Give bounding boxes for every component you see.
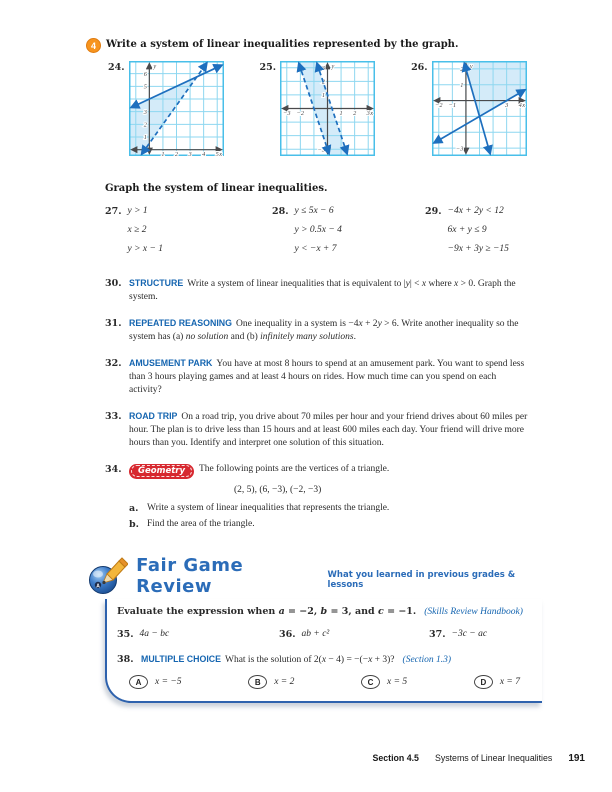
problem-number: 31. bbox=[105, 318, 122, 329]
review-exercise bbox=[117, 628, 279, 641]
problem-32 bbox=[105, 357, 544, 397]
problem-body-text: One inequality in a system is −4x + 2y > 6. Write another inequality so the system has (a) no solution and (b) infinitely many solutions. bbox=[129, 319, 519, 342]
inequality-line: y < −x + 7 bbox=[294, 244, 337, 254]
systems-row bbox=[105, 202, 544, 259]
svg-text:x: x bbox=[521, 102, 525, 110]
part-b bbox=[129, 518, 531, 531]
svg-text:6: 6 bbox=[143, 70, 147, 78]
problem-33 bbox=[105, 410, 544, 450]
svg-text:5: 5 bbox=[143, 83, 147, 91]
problem-body-text: On a road trip, you drive about 70 miles per hour and your friend drives about 60 miles per hour. The plan is to drive less than 15 hours and at least 600 miles each day. Your friend will drive more hours than you. Identify and interpret one solution of this situation. bbox=[129, 412, 528, 448]
mc-tag: MULTIPLE CHOICE bbox=[141, 654, 221, 664]
problem-text bbox=[129, 357, 531, 397]
svg-text:−3: −3 bbox=[317, 146, 326, 154]
svg-text:2: 2 bbox=[174, 151, 178, 156]
svg-text:5: 5 bbox=[215, 151, 219, 156]
system-inequalities bbox=[128, 202, 164, 259]
graph-exercise bbox=[260, 61, 376, 156]
multiple-choice-line bbox=[117, 653, 542, 667]
system-exercise bbox=[105, 202, 272, 259]
problem-number: 30. bbox=[105, 278, 122, 289]
problem-tag: STRUCTURE bbox=[129, 278, 184, 288]
svg-text:2: 2 bbox=[143, 121, 147, 129]
choice-letter: C bbox=[361, 675, 380, 689]
graph-plot bbox=[432, 61, 527, 156]
choice-value: x = 2 bbox=[274, 677, 295, 687]
review-exercises-row bbox=[117, 628, 542, 641]
page-content bbox=[86, 38, 544, 703]
footer-section: Section 4.5 bbox=[372, 753, 419, 763]
fair-game-subtitle: What you learned in previous grades & lessons bbox=[327, 569, 516, 590]
problem-number: 36. bbox=[279, 629, 296, 640]
problem-number: 32. bbox=[105, 358, 122, 369]
inequality-line: y > x − 1 bbox=[127, 244, 164, 254]
expression: 4a − bc bbox=[139, 629, 170, 639]
svg-text:2: 2 bbox=[353, 110, 357, 117]
part-text: Find the area of the triangle. bbox=[147, 519, 255, 529]
problem-number: 38. bbox=[117, 654, 134, 665]
choice-letter: B bbox=[248, 675, 267, 689]
svg-text:A: A bbox=[96, 583, 100, 590]
skills-review-ref: (Skills Review Handbook) bbox=[424, 607, 523, 617]
svg-text:y: y bbox=[331, 63, 335, 70]
inequality-line: x ≥ 2 bbox=[127, 225, 147, 235]
mc-question bbox=[141, 653, 542, 667]
graph-plot bbox=[280, 61, 375, 156]
expression: −3c − ac bbox=[451, 629, 488, 639]
svg-text:−3: −3 bbox=[455, 145, 464, 153]
svg-text:3: 3 bbox=[366, 110, 370, 117]
exercise-group-badge: 4 bbox=[86, 38, 101, 53]
svg-text:3: 3 bbox=[321, 64, 326, 72]
problem-tag: REPEATED REASONING bbox=[129, 318, 232, 328]
problem-text bbox=[129, 277, 531, 304]
problem-31 bbox=[105, 317, 544, 344]
graph-plot bbox=[129, 61, 224, 156]
problem-30 bbox=[105, 277, 544, 304]
svg-text:3: 3 bbox=[188, 151, 192, 156]
answer-choices-row bbox=[129, 675, 542, 689]
answer-choice-C bbox=[361, 675, 407, 689]
inequality-line: −9x + 3y ≥ −15 bbox=[447, 244, 509, 254]
graph-directions-text: Write a system of linear inequalities represented by the graph. bbox=[106, 39, 459, 50]
problems-list bbox=[86, 277, 544, 450]
svg-text:−2: −2 bbox=[434, 102, 443, 110]
problem-body-text: You have at most 8 hours to spend at an amusement park. You want to spend less than 3 hours playing games and at least 4 hours on rides. How much time can you spend on each activity? bbox=[129, 359, 525, 395]
problem-number: 28. bbox=[272, 206, 289, 217]
choice-value: x = 5 bbox=[387, 677, 408, 687]
section-ref: (Section 1.3) bbox=[402, 655, 452, 665]
svg-text:3: 3 bbox=[143, 108, 147, 116]
review-exercise bbox=[279, 628, 429, 641]
problem-body-text: Write a system of linear inequalities that is equivalent to |y| < x where x > 0. Graph the system. bbox=[129, 279, 516, 302]
inequality-line: −4x + 2y < 12 bbox=[447, 206, 504, 216]
svg-text:−2: −2 bbox=[296, 110, 305, 117]
fair-game-title: Fair Game Review bbox=[136, 555, 244, 597]
inequality-graph-24 bbox=[129, 61, 224, 156]
svg-text:4: 4 bbox=[518, 102, 522, 110]
svg-text:1: 1 bbox=[339, 110, 343, 117]
problem-body bbox=[129, 463, 531, 531]
graphs-row bbox=[108, 61, 544, 156]
expression: ab + c² bbox=[301, 629, 330, 639]
problem-number: 27. bbox=[105, 206, 122, 217]
svg-text:y: y bbox=[152, 63, 156, 70]
answer-choice-D bbox=[474, 675, 520, 689]
geometry-badge bbox=[129, 464, 194, 479]
part-label: b. bbox=[129, 519, 139, 530]
problem-number: 29. bbox=[425, 206, 442, 217]
svg-text:1: 1 bbox=[160, 151, 165, 156]
choice-value: x = −5 bbox=[155, 677, 182, 687]
review-exercise bbox=[429, 628, 487, 641]
svg-text:4: 4 bbox=[201, 151, 205, 156]
problem-text bbox=[129, 317, 531, 344]
system-exercise bbox=[425, 202, 509, 259]
problem-number: 35. bbox=[117, 629, 134, 640]
graph-exercise-number: 25. bbox=[259, 62, 277, 73]
inequality-line: y ≤ 5x − 6 bbox=[294, 206, 334, 216]
graph-exercise-number: 26. bbox=[411, 62, 428, 73]
svg-text:2: 2 bbox=[459, 66, 464, 74]
systems-directions-text: Graph the system of linear inequalities. bbox=[105, 183, 328, 194]
part-text: Write a system of linear inequalities that represents the triangle. bbox=[147, 503, 390, 513]
svg-text:x: x bbox=[370, 110, 374, 117]
graph-exercise-number: 24. bbox=[108, 62, 125, 73]
inequality-line: y > 0.5x − 4 bbox=[294, 225, 342, 235]
fair-game-panel bbox=[105, 599, 542, 703]
system-inequalities bbox=[295, 202, 342, 259]
system-inequalities bbox=[448, 202, 509, 259]
svg-text:−3: −3 bbox=[283, 110, 291, 117]
inequality-graph-26 bbox=[432, 61, 527, 156]
choice-letter: D bbox=[474, 675, 493, 689]
svg-text:1: 1 bbox=[143, 134, 147, 142]
problem-text bbox=[129, 410, 531, 450]
graph-directions-row bbox=[86, 38, 544, 53]
answer-choice-B bbox=[248, 675, 294, 689]
problem-34 bbox=[105, 463, 544, 531]
evaluate-text: Evaluate the expression when a = −2, b = 3, and c = −1. bbox=[117, 606, 417, 617]
answer-choice-A bbox=[129, 675, 182, 689]
system-exercise bbox=[272, 202, 425, 259]
problem-tag: AMUSEMENT PARK bbox=[129, 358, 213, 368]
svg-text:x: x bbox=[218, 151, 222, 156]
page-footer bbox=[373, 753, 586, 764]
graph-exercise bbox=[411, 61, 527, 156]
geometry-badge-label: Geometry bbox=[131, 465, 192, 477]
inequality-graph-25 bbox=[280, 61, 375, 156]
problem-number: 37. bbox=[429, 629, 446, 640]
footer-page-number: 191 bbox=[568, 753, 585, 764]
problem-intro: The following points are the vertices of a triangle. bbox=[199, 464, 390, 474]
problem-number: 33. bbox=[105, 411, 122, 422]
mc-question-text: What is the solution of 2(x − 4) = −(−x + 3)? bbox=[224, 655, 395, 665]
svg-text:y: y bbox=[469, 63, 473, 70]
triangle-points: (2, 5), (6, −3), (−2, −3) bbox=[234, 485, 322, 495]
part-a bbox=[129, 502, 531, 515]
choice-value: x = 7 bbox=[499, 677, 520, 687]
svg-text:3: 3 bbox=[504, 102, 508, 110]
pencil-ball-icon bbox=[88, 557, 128, 595]
choice-letter: A bbox=[129, 675, 148, 689]
fair-game-header bbox=[88, 555, 544, 597]
part-label: a. bbox=[129, 503, 139, 514]
svg-text:1: 1 bbox=[459, 81, 464, 89]
footer-title: Systems of Linear Inequalities bbox=[434, 753, 553, 763]
svg-text:−1: −1 bbox=[448, 102, 456, 110]
evaluate-directions bbox=[117, 605, 542, 619]
problem-number: 34. bbox=[105, 464, 122, 475]
problem-tag: ROAD TRIP bbox=[129, 411, 178, 421]
graph-exercise bbox=[108, 61, 224, 156]
svg-text:1: 1 bbox=[321, 92, 326, 100]
inequality-line: 6x + y ≤ 9 bbox=[447, 225, 487, 235]
inequality-line: y > 1 bbox=[127, 206, 148, 216]
